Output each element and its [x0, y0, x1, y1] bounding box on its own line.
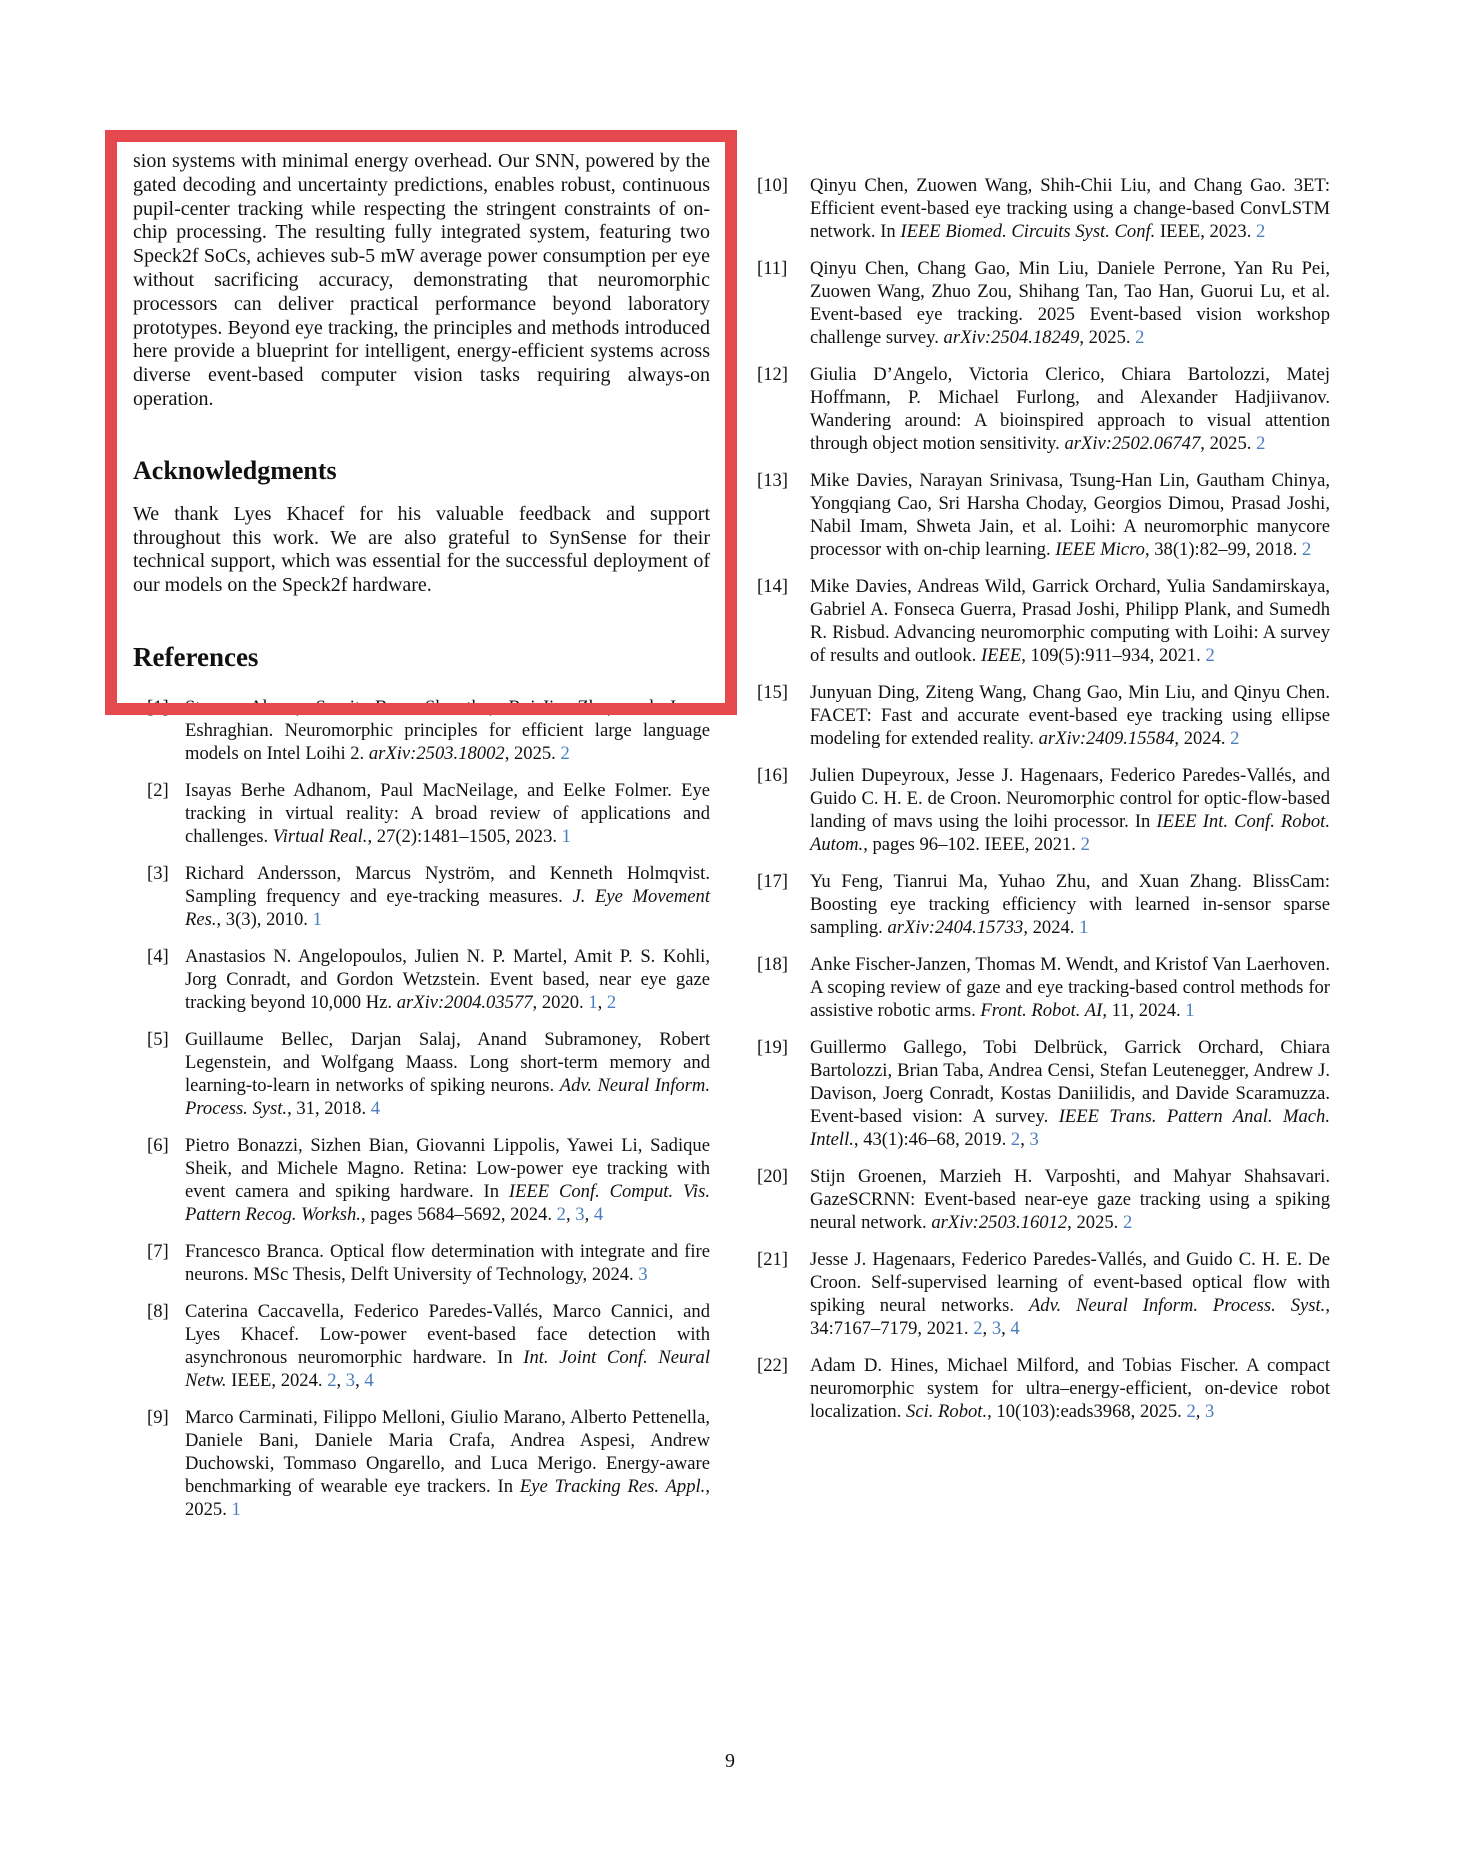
reference-venue: arXiv:2404.15733	[887, 917, 1024, 938]
reference-text: Anke Fischer-Janzen, Thomas M. Wendt, and Kristof Van Laerhoven. A scoping review of gaze and eye tracking-based control methods for assistive robotic arms. Front. Robot. AI, 11, 2024. 1	[810, 954, 1330, 1021]
citation-page-link[interactable]: 2	[1301, 539, 1312, 560]
citation-page-link[interactable]: 1	[231, 1498, 241, 1520]
citation-page-link[interactable]: 3	[1205, 1401, 1215, 1422]
reference-text: Mike Davies, Andreas Wild, Garrick Orchard, Yulia Sandamirskaya, Gabriel A. Fonseca Guerra, Prasad Joshi, Philipp Plank, and Sumedh R. Risbud. Advancing neuromorphic computing with Loihi: A survey of results and outlook. IEEE, 109(5):911–934, 2021. 2	[810, 576, 1330, 666]
reference-item	[757, 363, 1330, 455]
reference-text: Pietro Bonazzi, Sizhen Bian, Giovanni Lippolis, Yawei Li, Sadique Sheik, and Michele Magno. Retina: Low-power eye tracking with event camera and spiking hardware. In IEEE Conf. Comput. Vis. Pattern Recog. Worksh., pages 5684–5692, 2024. 2, 3, 4	[185, 1134, 710, 1225]
reference-item	[133, 1300, 710, 1392]
reference-label: [22]	[757, 1355, 788, 1376]
citation-page-link[interactable]: 2	[1186, 1401, 1196, 1422]
reference-label: [3]	[147, 862, 169, 884]
reference-item	[757, 764, 1330, 856]
reference-label: [6]	[147, 1134, 169, 1156]
reference-text: Guillaume Bellec, Darjan Salaj, Anand Subramoney, Robert Legenstein, and Wolfgang Maass. Long short-term memory and learning-to-learn in networks of spiking neurons. Adv. Neural Inform. Process. Syst., 31, 2018. 4	[185, 1028, 710, 1119]
reference-venue: arXiv:2004.03577	[396, 991, 533, 1013]
reference-text: Adam D. Hines, Michael Milford, and Tobias Fischer. A compact neuromorphic system for ultra–energy-efficient, on-device robot localization. Sci. Robot., 10(103):eads3968, 2025. 2, 3	[810, 1355, 1330, 1422]
citation-page-link[interactable]: 1	[1079, 917, 1089, 938]
citation-page-link[interactable]: 2	[1122, 1212, 1133, 1233]
citation-page-link[interactable]: 2	[1256, 433, 1266, 454]
reference-item	[757, 1165, 1330, 1234]
reference-venue: Virtual Real.	[272, 825, 368, 847]
citation-page-link[interactable]: 3	[575, 1203, 585, 1225]
reference-item	[133, 1134, 710, 1226]
citation-page-link[interactable]: 2	[1230, 728, 1240, 749]
citation-page-link[interactable]: 3	[345, 1369, 356, 1391]
reference-label: [12]	[757, 364, 788, 385]
reference-text: Yu Feng, Tianrui Ma, Yuhao Zhu, and Xuan Zhang. BlissCam: Boosting eye tracking efficiency with learned in-sensor sparse sampling. arXiv:2404.15733, 2024. 1	[810, 871, 1330, 938]
reference-label: [15]	[757, 682, 788, 703]
reference-label: [7]	[147, 1240, 169, 1262]
reference-venue: Int. Joint Conf. Neural Netw.	[185, 1346, 710, 1391]
reference-text: Francesco Branca. Optical flow determination with integrate and fire neurons. MSc Thesis, Delft University of Technology, 2024. 3	[185, 1240, 710, 1285]
citation-page-link[interactable]: 3	[638, 1263, 648, 1285]
reference-venue: Adv. Neural Inform. Process. Syst.	[185, 1074, 710, 1119]
reference-venue: Adv. Neural Inform. Process. Syst.	[1028, 1295, 1326, 1316]
reference-item	[133, 1028, 710, 1120]
reference-item	[757, 681, 1330, 750]
reference-label: [18]	[757, 954, 788, 975]
reference-text: Qinyu Chen, Chang Gao, Min Liu, Daniele Perrone, Yan Ru Pei, Zuowen Wang, Zhuo Zou, Shihang Tan, Tao Han, Guorui Lu, et al. Event-based eye tracking. 2025 Event-based vision workshop challenge survey. arXiv:2504.18249, 2025. 2	[810, 258, 1330, 348]
citation-page-link[interactable]: 2	[560, 742, 570, 764]
reference-label: [8]	[147, 1300, 169, 1322]
citation-page-link[interactable]: 4	[370, 1097, 381, 1119]
reference-label: [14]	[757, 576, 788, 597]
reference-text: Caterina Caccavella, Federico Paredes-Vallés, Marco Cannici, and Lyes Khacef. Low-power event-based face detection with asynchronous neuromorphic hardware. In Int. Joint Conf. Neural Netw. IEEE, 2024. 2, 3, 4	[185, 1300, 710, 1391]
citation-page-link[interactable]: 1	[1185, 1000, 1195, 1021]
reference-text: Junyuan Ding, Ziteng Wang, Chang Gao, Min Liu, and Qinyu Chen. FACET: Fast and accurate event-based eye tracking using ellipse modeling for extended reality. arXiv:2409.15584, 2024. 2	[810, 682, 1330, 749]
references-list-right	[757, 174, 1330, 1423]
reference-item	[133, 1240, 710, 1286]
citation-page-link[interactable]: 3	[1029, 1129, 1039, 1150]
reference-label: [9]	[147, 1406, 169, 1428]
reference-text: Jesse J. Hagenaars, Federico Paredes-Vallés, and Guido C. H. E. De Croon. Self-supervised learning of event-based optical flow with spiking neural networks. Adv. Neural Inform. Process. Syst., 34:7167–7179, 2021. 2, 3, 4	[810, 1249, 1330, 1339]
reference-label: [5]	[147, 1028, 169, 1050]
reference-venue: IEEE	[980, 645, 1022, 666]
right-column	[757, 150, 1330, 1437]
citation-page-link[interactable]: 1	[561, 825, 571, 847]
reference-text: Stijn Groenen, Marzieh H. Varposhti, and Mahyar Shahsavari. GazeSCRNN: Event-based near-eye gaze tracking using a spiking neural network. arXiv:2503.16012, 2025. 2	[810, 1166, 1330, 1233]
reference-label: [4]	[147, 945, 169, 967]
reference-item	[133, 862, 710, 931]
citation-page-link[interactable]: 4	[364, 1369, 374, 1391]
citation-page-link[interactable]: 1	[312, 908, 322, 930]
reference-label: [16]	[757, 765, 788, 786]
reference-text: Steven Abreu, Sumit Bam Shrestha, Rui-Jie Zhu, and Jason Eshraghian. Neuromorphic principles for efficient large language models on Intel Loihi 2. arXiv:2503.18002, 2025. 2	[185, 696, 710, 764]
reference-venue: J. Eye Movement Res.	[185, 885, 710, 930]
reference-text: Marco Carminati, Filippo Melloni, Giulio Marano, Alberto Pettenella, Daniele Bani, Daniele Maria Crafa, Andrea Aspesi, Andrew Duchowski, Tommaso Ongarello, and Luca Merigo. Energy-aware benchmarking of wearable eye trackers. In Eye Tracking Res. Appl., 2025. 1	[185, 1406, 710, 1520]
citation-page-link[interactable]: 2	[606, 991, 617, 1013]
reference-venue: Front. Robot. AI	[980, 1000, 1103, 1021]
reference-label: [19]	[757, 1037, 788, 1058]
reference-venue: IEEE Biomed. Circuits Syst. Conf.	[900, 221, 1156, 242]
reference-text: Richard Andersson, Marcus Nyström, and Kenneth Holmqvist. Sampling frequency and eye-tracking measures. J. Eye Movement Res., 3(3), 2010. 1	[185, 862, 710, 930]
page-number: 9	[725, 1750, 735, 1772]
reference-text: Anastasios N. Angelopoulos, Julien N. P. Martel, Amit P. S. Kohli, Jorg Conradt, and Gordon Wetzstein. Event based, near eye gaze tracking beyond 10,000 Hz. arXiv:2004.03577, 2020. 1, 2	[185, 945, 710, 1013]
reference-text: Guillermo Gallego, Tobi Delbrück, Garrick Orchard, Chiara Bartolozzi, Brian Taba, Andrea Censi, Stefan Leutenegger, Andrew J. Davison, Joerg Conradt, Kostas Daniilidis, and Davide Scaramuzza. Event-based vision: A survey. IEEE Trans. Pattern Anal. Mach. Intell., 43(1):46–68, 2019. 2, 3	[810, 1037, 1330, 1150]
acknowledgments-paragraph: We thank Lyes Khacef for his valuable feedback and support throughout this work. We are also grateful to SynSense for their technical support, which was essential for the successful deployment of our models on the Speck2f hardware.	[133, 502, 710, 597]
reference-venue: arXiv:2504.18249	[943, 327, 1080, 348]
reference-item	[757, 575, 1330, 667]
reference-venue: IEEE Int. Conf. Robot. Autom.	[810, 811, 1330, 855]
citation-page-link[interactable]: 2	[1135, 327, 1145, 348]
citation-page-link[interactable]: 3	[991, 1318, 1002, 1339]
citation-page-link[interactable]: 2	[327, 1369, 337, 1391]
reference-label: [20]	[757, 1166, 788, 1187]
citation-page-link[interactable]: 2	[973, 1318, 983, 1339]
reference-item	[757, 174, 1330, 243]
reference-label: [1]	[147, 696, 169, 718]
reference-venue: arXiv:2503.18002	[368, 742, 505, 764]
reference-item	[133, 696, 710, 765]
citation-page-link[interactable]: 2	[556, 1203, 566, 1225]
reference-label: [2]	[147, 779, 169, 801]
reference-item	[757, 469, 1330, 561]
references-list-left	[133, 696, 710, 1521]
reference-venue: arXiv:2502.06747	[1064, 433, 1201, 454]
reference-item	[133, 1406, 710, 1521]
reference-item	[757, 870, 1330, 939]
left-column	[133, 150, 710, 1535]
reference-item	[757, 257, 1330, 349]
references-heading: References	[133, 641, 259, 672]
reference-text: Isayas Berhe Adhanom, Paul MacNeilage, and Eelke Folmer. Eye tracking in virtual reality: A broad review of applications and challenges. Virtual Real., 27(2):1481–1505, 2023. 1	[185, 779, 710, 847]
reference-item	[133, 945, 710, 1014]
conclusion-paragraph: sion systems with minimal energy overhead. Our SNN, powered by the gated decoding and uncertainty predictions, enables robust, continuous pupil-center tracking while respecting the stringent constraints of on-chip processing. The resulting fully integrated system, featuring two Speck2f SoCs, achieves sub-5 mW average power consumption per eye without sacrificing accuracy, demonstrating that neuromorphic processors can deliver practical performance beyond laboratory prototypes. Beyond eye tracking, the principles and methods introduced here provide a blueprint for intelligent, energy-efficient systems across diverse event-based computer vision tasks requiring always-on operation.	[133, 150, 710, 410]
reference-venue: arXiv:2503.16012	[931, 1212, 1068, 1233]
reference-label: [10]	[757, 175, 788, 196]
reference-venue: arXiv:2409.15584	[1038, 728, 1175, 749]
reference-item	[757, 953, 1330, 1022]
acknowledgments-heading: Acknowledgments	[133, 455, 337, 485]
reference-item	[757, 1354, 1330, 1423]
reference-text: Giulia D’Angelo, Victoria Clerico, Chiara Bartolozzi, Matej Hoffmann, P. Michael Furlong, and Alexander Hadjiivanov. Wandering around: A bioinspired approach to visual attention through object motion sensitivity. arXiv:2502.06747, 2025. 2	[810, 364, 1330, 454]
reference-venue: IEEE Conf. Comput. Vis. Pattern Recog. Worksh.	[185, 1180, 710, 1225]
reference-venue: Eye Tracking Res. Appl.	[519, 1475, 706, 1497]
citation-page-link[interactable]: 2	[1080, 834, 1090, 855]
reference-text: Mike Davies, Narayan Srinivasa, Tsung-Han Lin, Gautham Chinya, Yongqiang Cao, Sri Harsha Choday, Georgios Dimou, Prasad Joshi, Nabil Imam, Shweta Jain, et al. Loihi: A neuromorphic manycore processor with on-chip learning. IEEE Micro, 38(1):82–99, 2018. 2	[810, 470, 1330, 560]
citation-page-link[interactable]: 2	[1010, 1129, 1021, 1150]
citation-page-link[interactable]: 1	[588, 991, 598, 1013]
reference-text: Qinyu Chen, Zuowen Wang, Shih-Chii Liu, and Chang Gao. 3ET: Efficient event-based eye tracking using a change-based ConvLSTM network. In IEEE Biomed. Circuits Syst. Conf. IEEE, 2023. 2	[810, 175, 1330, 242]
reference-venue: IEEE Micro	[1055, 539, 1145, 560]
reference-label: [17]	[757, 871, 788, 892]
reference-label: [21]	[757, 1249, 788, 1270]
citation-page-link[interactable]: 4	[1010, 1318, 1020, 1339]
reference-venue: IEEE Trans. Pattern Anal. Mach. Intell.	[810, 1106, 1330, 1150]
citation-page-link[interactable]: 2	[1256, 221, 1266, 242]
reference-text: Julien Dupeyroux, Jesse J. Hagenaars, Federico Paredes-Vallés, and Guido C. H. E. de Croon. Neuromorphic control for optic-flow-based landing of mavs using the loihi processor. In IEEE Int. Conf. Robot. Autom., pages 96–102. IEEE, 2021. 2	[810, 765, 1330, 855]
reference-item	[133, 779, 710, 848]
reference-item	[757, 1248, 1330, 1340]
citation-page-link[interactable]: 4	[593, 1203, 604, 1225]
citation-page-link[interactable]: 2	[1205, 645, 1215, 666]
reference-item	[757, 1036, 1330, 1151]
reference-label: [11]	[757, 258, 788, 279]
reference-venue: Sci. Robot.	[906, 1401, 988, 1422]
reference-label: [13]	[757, 470, 788, 491]
